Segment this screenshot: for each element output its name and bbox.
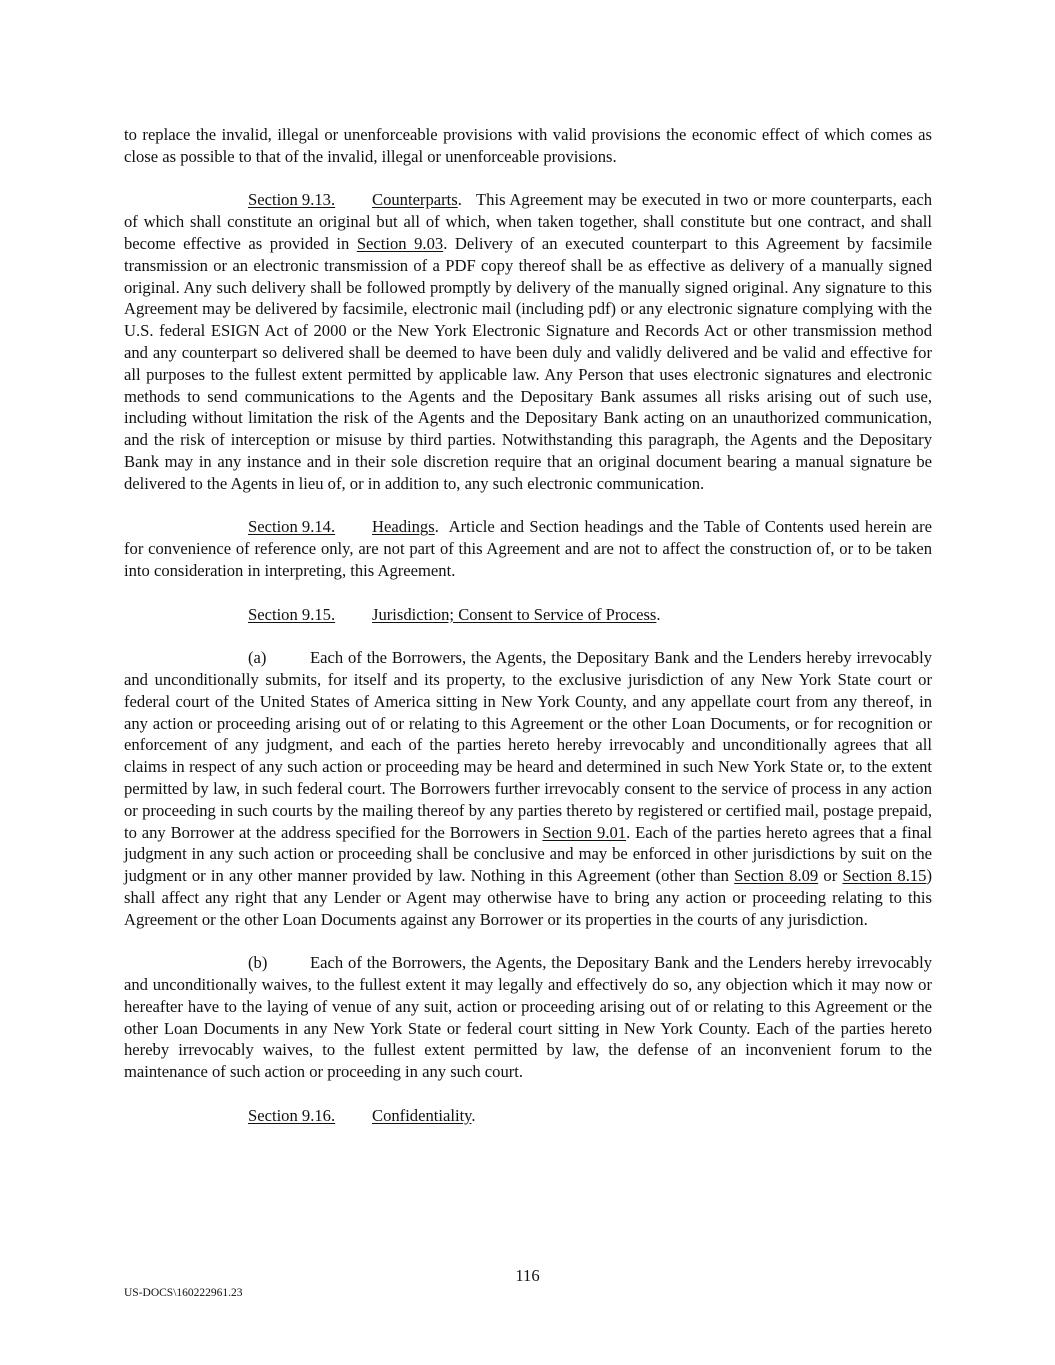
- section-9-14-number: Section 9.14.: [248, 517, 336, 537]
- section-8-09-ref: Section 8.09: [734, 866, 819, 886]
- section-9-13-number: Section 9.13.: [248, 190, 336, 210]
- section-9-14: Section 9.14. Headings. Article and Section headings and the Table of Contents used herein are for convenience of reference only, are not part of this Agreement and are not to affect the construction of, or to be taken into consideration in interpreting, this Agreement.: [124, 517, 932, 580]
- section-9-16-heading: Section 9.16. Confidentiality.: [248, 1105, 476, 1125]
- document-page: [124, 124, 932, 1148]
- section-9-14-title: Headings: [372, 517, 435, 537]
- continuation-paragraph: to replace the invalid, illegal or unenforceable provisions with valid provisions the economic effect of which comes as close as possible to that of the invalid, illegal or unenforceable provisions.: [124, 125, 932, 166]
- section-9-15-b-body: Each of the Borrowers, the Agents, the Depositary Bank and the Lenders hereby irrevocably and unconditionally waives, to the fullest extent it may legally and effectively do so, any objection which it may now or hereafter have to the laying of venue of any suit, action or proceeding arising out of or relating to this Agreement or the other Loan Documents in any New York State or federal court sitting in New York County. Each of the parties hereto hereby irrevocably waives, to the fullest extent permitted by law, the defense of an inconvenient forum to the maintenance of such action or proceeding in any such court.: [124, 953, 932, 1082]
- section-9-15-heading: Section 9.15. Jurisdiction; Consent to Service of Process.: [248, 604, 661, 624]
- section-9-03-ref: Section 9.03: [356, 233, 444, 253]
- section-9-15-a-body-3: ) shall affect any right that any Lender or Agent may otherwise have to bring any action or proceeding relating to this Agreement or the other Loan Documents against any Borrower or its properties in the courts of any jurisdiction.: [124, 866, 932, 929]
- section-9-13-title: Counterparts: [372, 190, 458, 210]
- section-9-14-body: Article and Section headings and the Table of Contents used herein are for convenience of reference only, are not part of this Agreement and are not to affect the construction of, or to be taken into consideration in interpreting, this Agreement.: [124, 517, 932, 580]
- section-9-01-ref: Section 9.01: [542, 822, 627, 842]
- document-id: US-DOCS\160222961.23: [124, 1287, 243, 1299]
- section-9-13-body-2: . Delivery of an executed counterpart to this Agreement by facsimile transmission or an electronic transmission of a PDF copy thereof shall be as effective as delivery of a manually signed original. Any such delivery shall be followed promptly by delivery of the manually signed original. Any signature to this Agreement may be delivered by facsimile, electronic mail (including pdf) or any electronic signature complying with the U.S. federal ESIGN Act of 2000 or the New York Electronic Signature and Records Act or other transmission method and any counterpart so delivered shall be deemed to have been duly and validly delivered and be valid and effective for all purposes to the fullest extent permitted by applicable law. Any Person that uses electronic signatures and electronic methods to send communications to the Agents and the Depositary Bank assumes all risks arising out of such use, including without limitation the risk of the Agents and the Depositary Bank acting on an unauthorized communication, and the risk of interception or misuse by third parties. Notwithstanding this paragraph, the Agents and the Depositary Bank may in any instance and in their sole discretion require that an original document bearing a manual signature be delivered to the Agents in lieu of, or in addition to, any such electronic communication.: [124, 233, 933, 493]
- section-9-15-b-label: (b): [248, 953, 268, 973]
- section-9-15-number: Section 9.15.: [248, 604, 336, 624]
- section-9-15-title: Jurisdiction; Consent to Service of Process: [372, 604, 657, 624]
- section-9-15-a-body-1: Each of the Borrowers, the Agents, the Depositary Bank and the Lenders hereby irrevocably and unconditionally submits, for itself and its property, to the exclusive jurisdiction of any New York State court or federal court of the United States of America sitting in New York County, and any appellate court from any thereof, in any action or proceeding arising out of or relating to this Agreement or the other Loan Documents, or for recognition or enforcement of any judgment, and each of the parties hereto hereby irrevocably and unconditionally agrees that all claims in respect of any such action or proceeding may be heard and determined in such New York State or, to the extent permitted by law, in such federal court. The Borrowers further irrevocably consent to the service of process in any action or proceeding in such courts by the mailing thereof by any parties thereto by registered or certified mail, postage prepaid, to any Borrower at the address specified for the Borrowers in: [124, 648, 932, 842]
- section-9-15-b: [124, 952, 932, 1083]
- section-8-15-ref: Section 8.15: [842, 866, 927, 886]
- section-9-15-a-label: (a): [248, 648, 267, 668]
- section-9-15-a: [124, 647, 932, 930]
- section-9-16-title: Confidentiality: [372, 1105, 472, 1125]
- section-9-15-a-body-2: . Each of the parties hereto agrees that a final judgment in any such action or proceeding shall be conclusive and may be enforced in other jurisdictions by suit on the judgment or in any other manner provided by law. Nothing in this Agreement (other than: [124, 822, 932, 886]
- section-9-16-number: Section 9.16.: [248, 1105, 336, 1125]
- section-9-13: Section 9.13. Counterparts. This Agreement may be executed in two or more counterparts, each of which shall constitute an original but all of which, when taken together, shall constitute but one contract, and shall become effective as provided in Section 9.03. Delivery of an executed counterpart to this Agreement by facsimile transmission or an electronic transmission of a PDF copy thereof shall be as effective as delivery of a manually signed original. Any such delivery shall be followed promptly by delivery of the manually signed original. Any signature to this Agreement may be delivered by facsimile, electronic mail (including pdf) or any electronic signature complying with the U.S. federal ESIGN Act of 2000 or the New York Electronic Signature and Records Act or other transmission method and any counterpart so delivered shall be deemed to have been duly and validly delivered and be valid and effective for all purposes to the fullest extent permitted by applicable law. Any Person that uses electronic signatures and electronic methods to send communications to the Agents and the Depositary Bank assumes all risks arising out of such use, including without limitation the risk of the Agents and the Depositary Bank acting on an unauthorized communication, and the risk of interception or misuse by third parties. Notwithstanding this paragraph, the Agents and the Depositary Bank may in any instance and in their sole discretion require that an original document bearing a manual signature be delivered to the Agents in lieu of, or in addition to, any such electronic communication.: [124, 190, 933, 493]
- section-9-15-a-or: or: [818, 866, 843, 886]
- section-9-13-body-1: This Agreement may be executed in two or more counterparts, each of which shall constitute an original but all of which, when taken together, shall constitute but one contract, and shall become effective as provided in: [124, 190, 932, 253]
- page-number: 116: [515, 1266, 540, 1285]
